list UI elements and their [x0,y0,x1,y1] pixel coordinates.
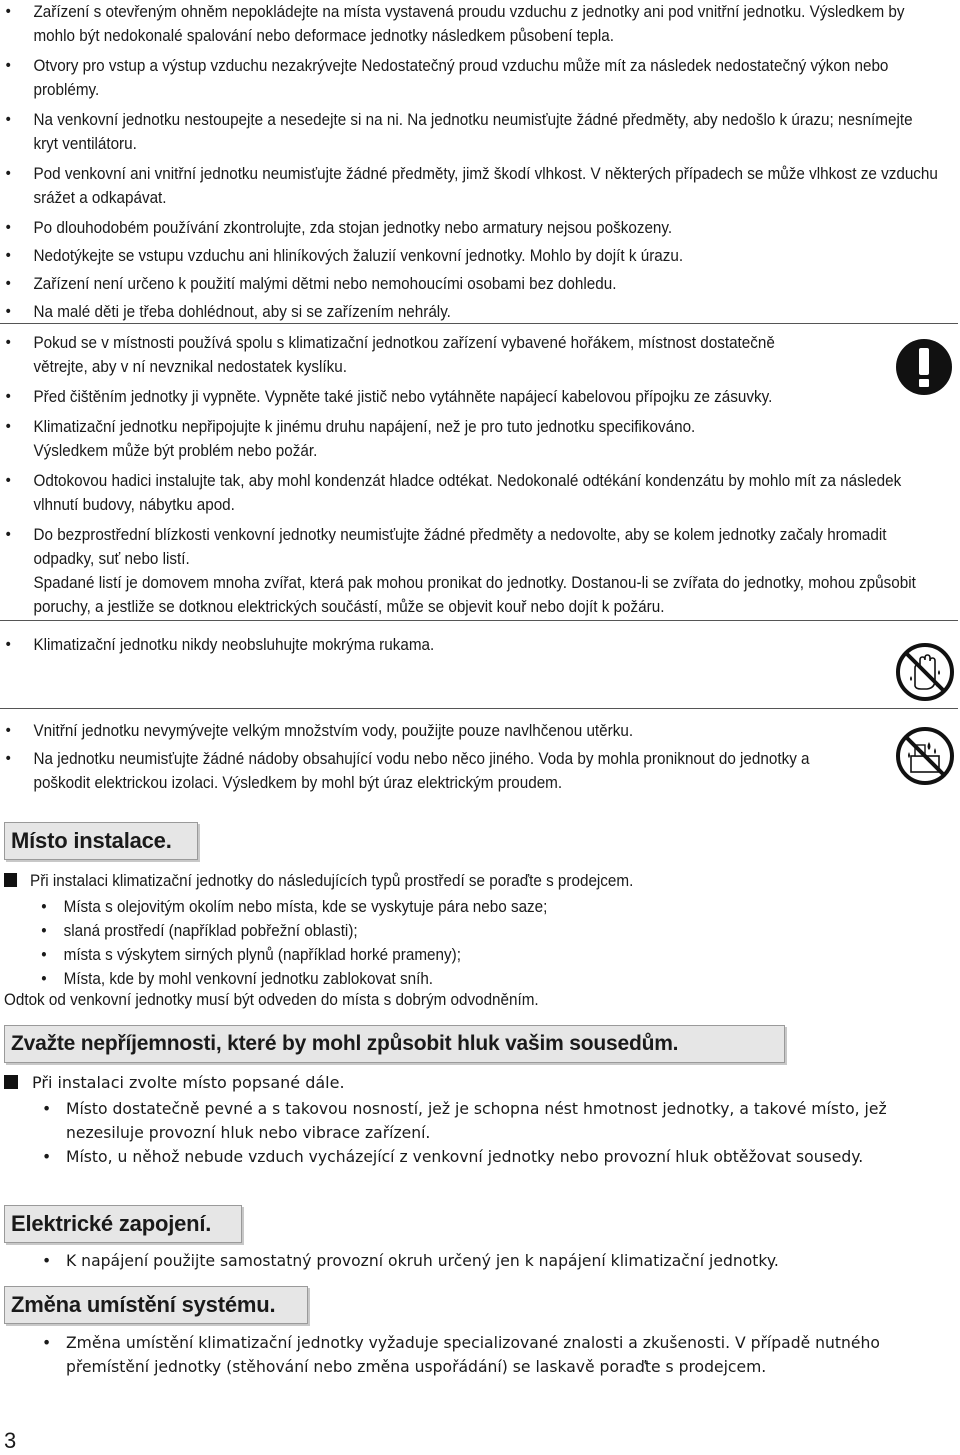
list-item-text: • Pokud se v místnosti používá spolu s klimatizační jednotkou zařízení vybavené hořákem, místnost dostatečně větrejte, aby v ní nevznikal nedostatek kyslíku. [33,334,775,376]
list-item: • Místo dostatečně pevné a s takovou nosností, jež je schopna nést hmotnost jednotky, a takové místo, jež nezesiluje provozní hluk nebo vibrace zařízení. [32,1097,912,1145]
electrical-list [32,1249,932,1273]
section-heading-installation: Místo instalace. [4,822,198,860]
list-item: • Na jednotku neumisťujte žádné nádoby obsahující vodu nebo něco jiného. Voda by mohla proniknout do jednotky a poškodit elektrickou izolaci. Výsledkem by mohl být úraz elektrickým proudem. [0,747,837,795]
exclamation-icon [895,338,953,396]
list-item-text: • Do bezprostřední blízkosti venkovní jednotky neumisťujte žádné předměty a nedovolte, aby se kolem jednotky začaly hromadit odpadky, suť nebo listí. [33,526,887,568]
list-item [0,415,944,463]
list-item: • Otvory pro vstup a výstup vzduchu nezakrývejte Nedostatečný proud vzduchu může mít za následek nedostatečný výkon nebo problémy. [0,54,939,102]
no-water-icon [895,726,955,786]
list-item: • Místa, kde by mohl venkovní jednotku zablokovat sníh. [32,967,739,991]
relocation-list [32,1331,912,1379]
no-wet-hands-icon [895,642,955,702]
list-item: • Na malé děti je třeba dohlédnout, aby si se zařízením nehrály. [0,300,939,324]
safety-list-wet-hands [0,633,837,663]
list-item: • Po dlouhodobém používání zkontrolujte, zda stojan jednotky nebo armatury nejsou poškozeny. [0,216,939,240]
list-item [0,331,824,379]
square-bullet-icon [4,873,17,887]
list-item: • Změna umístění klimatizační jednotky vyžaduje specializované znalosti a zkušenosti. V případě nutného přemístění jednotky (stěhování nebo změna uspořádání) se laskavě poraďte s prodejcem. [32,1331,912,1379]
list-item: • K napájení použijte samostatný provozní okruh určený jen k napájení klimatizační jednotky. [32,1249,932,1273]
list-item: • Pod venkovní ani vnitřní jednotku neumisťujte žádné předměty, jimž škodí vlhkost. V některých případech se může vlhkost ze vzduchu srážet a odkapávat. [0,162,939,210]
page-number: 3 [4,1428,17,1453]
list-item-text: Výsledkem může být problém nebo požár. [33,442,318,460]
list-item: • slaná prostředí (například pobřežní oblasti); [32,919,739,943]
list-item [0,385,944,409]
section-divider [0,620,958,621]
noise-list [32,1097,912,1169]
list-item: • Místa s olejovitým okolím nebo místa, kde se vyskytuje pára nebo saze; [32,895,739,919]
safety-list-water [0,719,837,801]
list-item-text: • Klimatizační jednotku nepřipojujte k jinému druhu napájení, než je pro tuto jednotku specifikováno. [33,418,696,436]
noise-intro [4,1071,345,1095]
safety-list-top [0,0,939,328]
list-item-text: • Před čištěním jednotky ji vypněte. Vypněte také jistič nebo vytáhněte napájecí kabelovou přípojku ze zásuvky. [33,388,773,406]
list-item [0,523,944,619]
section-heading-noise: Zvažte nepříjemnosti, které by mohl způsobit hluk vašim sousedům. [4,1025,785,1063]
square-bullet-icon [4,1075,18,1089]
installation-list [32,895,739,991]
section-heading-relocation: Změna umístění systému. [4,1286,308,1324]
intro-text: Při instalaci klimatizační jednotky do následujících typů prostředí se poraďte s prodejcem. [30,872,634,890]
section-divider [0,708,958,709]
list-item-text: Spadané listí je domovem mnoha zvířat, která pak mohou pronikat do jednotky. Dostanou-li se zvířata do jednotky, mohou způsobit poruchy, a jestliže se dotknou elektrických součástí, může se objevit kouř nebo dojít k požáru. [33,574,916,616]
list-item: • Na venkovní jednotku nestoupejte a nesedejte si na ni. Na jednotku neumisťujte žádné předměty, aby nedošlo k úrazu; nesnímejte kryt ventilátoru. [0,108,939,156]
list-item: • Místo, u něhož nebude vzduch vycházející z venkovní jednotky nebo provozní hluk obtěžovat sousedy. [32,1145,912,1169]
list-item-text: • Odtokovou hadici instalujte tak, aby mohl kondenzát hladce odtékat. Nedokonalé odtékání kondenzátu by mohlo mít za následek vlhnutí budovy, nábytku apod. [33,472,902,514]
list-item: • Zařízení s otevřeným ohněm nepokládejte na místa vystavená proudu vzduchu z jednotky ani pod vnitřní jednotku. Výsledkem by mohlo být nedokonalé spalování nebo deformace jednotky následkem působení tepla. [0,0,939,48]
safety-list-mandatory [0,331,944,625]
list-item: • Nedotýkejte se vstupu vzduchu ani hliníkových žaluzií venkovní jednotky. Mohlo by dojít k úrazu. [0,244,939,268]
section-divider [0,323,958,324]
list-item: • místa s výskytem sirných plynů (například horké prameny); [32,943,739,967]
section-heading-electrical: Elektrické zapojení. [4,1205,242,1243]
installation-intro [4,869,633,893]
intro-text: Při instalaci zvolte místo popsané dále. [32,1073,345,1092]
list-item: • Klimatizační jednotku nikdy neobsluhujte mokrýma rukama. [0,633,837,657]
list-item [0,469,944,517]
list-item: • Zařízení není určeno k použití malými dětmi nebo nemohoucími osobami bez dohledu. [0,272,939,296]
installation-note: Odtok od venkovní jednotky musí být odveden do místa s dobrým odvodněním. [4,991,539,1009]
list-item: • Vnitřní jednotku nevymývejte velkým množstvím vody, použijte pouze navlhčenou utěrku. [0,719,837,743]
